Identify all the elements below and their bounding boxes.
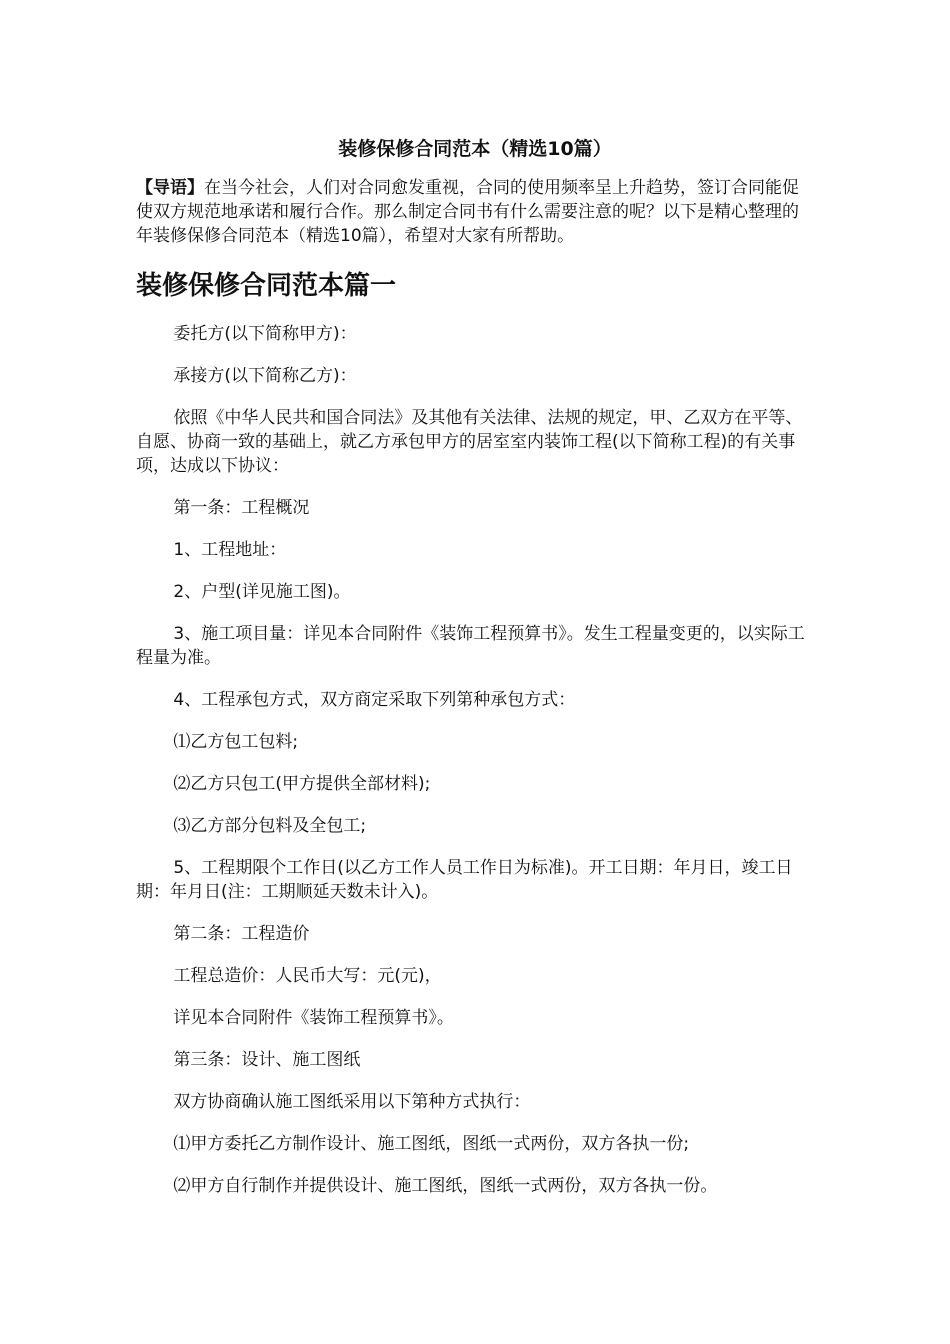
article-3-heading: 第三条：设计、施工图纸 [173,1050,361,1070]
intro-paragraph [136,176,814,248]
article-2-heading: 第二条：工程造价 [173,924,310,944]
clause-item: 详见本合同附件《装饰工程预算书》。 [173,1008,454,1028]
intro-text: 在当今社会，人们对合同愈发重视，合同的使用频率呈上升趋势，签订合同能促使双方规范地承诺和履行合作。那么制定合同书有什么需要注意的呢？以下是精心整理的年装修保修合同范本（精选10篇），希望对大家有所帮助。 [136,178,799,246]
clause-item: 5、工程期限个工作日(以乙方工作人员工作日为标准)。开工日期：年月日，竣工日期：年月日(注：工期顺延天数未计入)。 [136,858,793,902]
clause-option: ⑴甲方委托乙方制作设计、施工图纸，图纸一式两份，双方各执一份; [173,1134,690,1154]
clause-item: 4、工程承包方式，双方商定采取下列第种承包方式： [173,690,576,710]
intro-lead: 【导语】 [136,178,204,198]
clause-option: ⑶乙方部分包料及全包工; [173,816,367,836]
party-a-line: 委托方(以下简称甲方)： [173,324,357,344]
document-title: 装修保修合同范本（精选10篇） [338,138,612,160]
party-b-line: 承接方(以下简称乙方)： [173,366,357,386]
clause-item: 工程总造价：人民币大写：元(元)， [173,966,442,986]
clause-option: ⑵甲方自行制作并提供设计、施工图纸，图纸一式两份，双方各执一份。 [173,1176,718,1196]
clause-option: ⑵乙方只包工(甲方提供全部材料); [173,774,431,794]
clause-item: 1、工程地址： [173,540,287,560]
section-heading: 装修保修合同范本篇一 [136,271,397,301]
preamble-paragraph: 依照《中华人民共和国合同法》及其他有关法律、法规的规定，甲、乙双方在平等、自愿、协商一致的基础上，就乙方承包甲方的居室室内装饰工程(以下简称工程)的有关事项，达成以下协议： [136,408,803,476]
clause-item: 双方协商确认施工图纸采用以下第种方式执行： [173,1092,531,1112]
clause-item: 3、施工项目量：详见本合同附件《装饰工程预算书》。发生工程量变更的，以实际工程量为准。 [136,624,805,668]
clause-option: ⑴乙方包工包料; [173,732,299,752]
article-1-heading: 第一条：工程概况 [173,498,310,518]
clause-item: 2、户型(详见施工图)。 [173,582,351,602]
